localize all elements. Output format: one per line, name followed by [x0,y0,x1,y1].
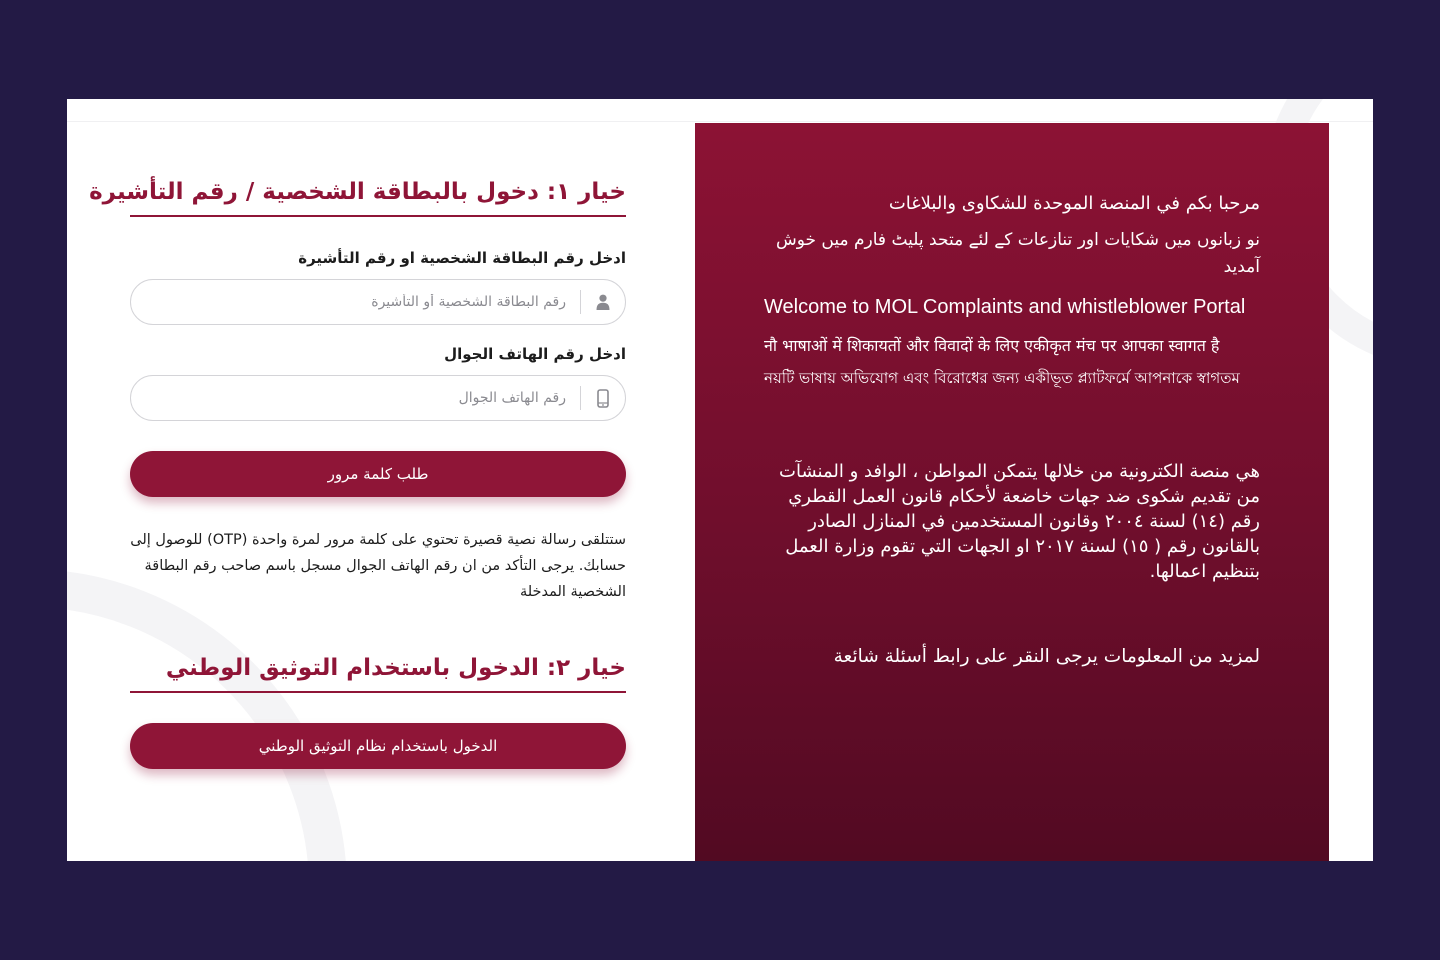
user-icon [581,280,625,324]
welcome-panel-content [764,191,1260,670]
login-form [89,179,626,769]
national-authentication-button[interactable]: الدخول باستخدام نظام التوثيق الوطني [130,723,626,769]
mobile-number-input[interactable] [131,376,580,420]
platform-description: هي منصة الكترونية من خلالها يتمكن المواطن ، الوافد و المنشآت من تقديم شكوى ضد جهات خاضعة لأحكام قانون العمل القطري رقم (١٤) لسنة ٢٠٠٤ وقانون المستخدمين في المنازل الصادر بالقانون رقم ( ١٥) لسنة ٢٠١٧ او الجهات التي تقوم وزارة العمل بتنظيم اعمالها. [779,461,1260,582]
option1-title: خيار ١: دخول بالبطاقة الشخصية / رقم التأشيرة [130,179,626,217]
request-otp-button[interactable]: طلب كلمة مرور [130,451,626,497]
option2-title: خيار ٢: الدخول باستخدام التوثيق الوطني [130,655,626,693]
login-card [67,99,1373,861]
top-divider [67,121,1373,122]
id-field-label: ادخل رقم البطاقة الشخصية او رقم التأشيرة [298,249,626,267]
welcome-urdu: نو زبانوں میں شکایات اور تنازعات کے لئے متحد پلیٹ فارم میں خوش آمدید [775,230,1260,277]
faq-info-link[interactable]: لمزيد من المعلومات يرجى النقر على رابط أسئلة شائعة [833,646,1260,667]
input-separator [580,386,581,410]
mobile-phone-icon [581,376,625,420]
welcome-english: Welcome to MOL Complaints and whistleblower Portal [764,296,1246,318]
mobile-field-label: ادخل رقم الهاتف الجوال [444,345,626,363]
otp-info-text: ستتلقى رسالة نصية قصيرة تحتوي على كلمة مرور لمرة واحدة (OTP) للوصول إلى حسابك. يرجى التأكد من ان رقم الهاتف الجوال مسجل باسم صاحب رقم البطاقة الشخصية المدخلة [130,532,626,600]
input-separator [580,290,581,314]
welcome-arabic: مرحبا بكم في المنصة الموحدة للشكاوى والبلاغات [888,193,1260,214]
id-input-wrapper [130,279,626,325]
mobile-input-wrapper [130,375,626,421]
id-number-input[interactable] [131,280,580,324]
welcome-bengali: নয়টি ভাষায় অভিযোগ এবং বিরোধের জন্য একীভূত প্ল্যাটফর্মে আপনাকে স্বাগতম [764,369,1240,387]
welcome-panel [695,123,1329,861]
welcome-hindi: नौ भाषाओं में शिकायतों और विवादों के लिए एकीकृत मंच पर आपका स्वागत है [764,336,1220,355]
